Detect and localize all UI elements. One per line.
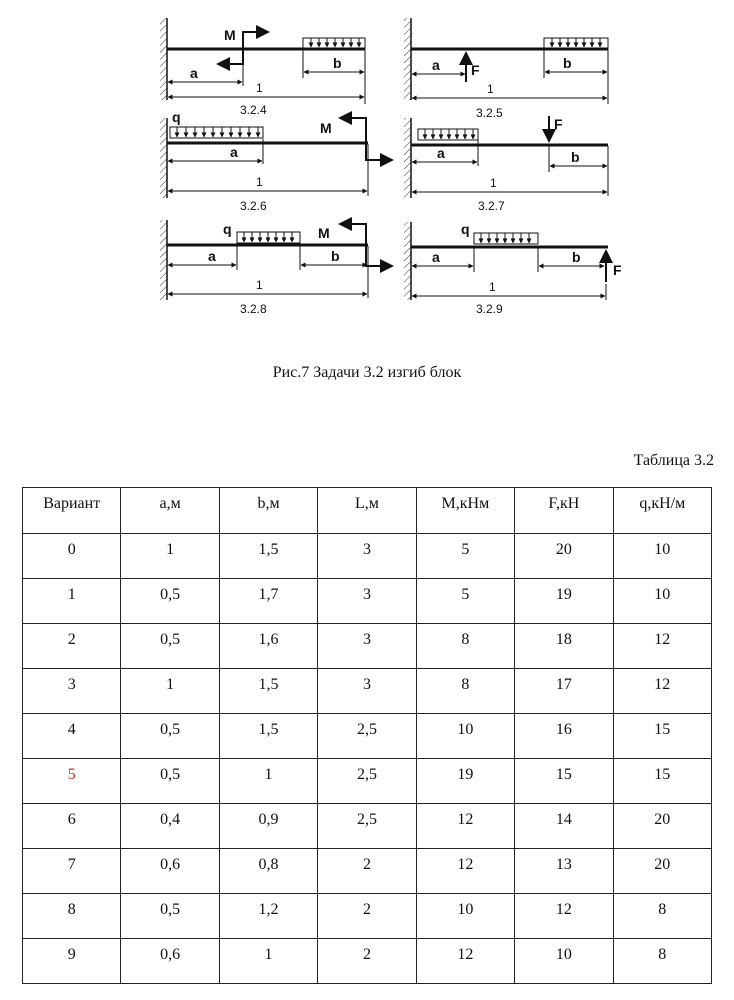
table-header-row (23, 488, 712, 534)
cell-m: 12 (416, 849, 514, 894)
dim-b-label: b (571, 149, 580, 165)
moment-label: M (224, 27, 236, 43)
variants-table (22, 487, 712, 984)
cell-a: 0,5 (121, 624, 219, 669)
cell-b: 1 (219, 939, 317, 984)
cell-a: 1 (121, 669, 219, 714)
cell-b: 1,5 (219, 714, 317, 759)
header-b: b,м (219, 488, 317, 534)
cell-variant: 6 (23, 804, 121, 849)
force-label: F (554, 116, 563, 132)
cell-l: 3 (318, 624, 416, 669)
cell-q: 8 (613, 939, 711, 984)
cell-f: 12 (515, 894, 613, 939)
cell-b: 1,7 (219, 579, 317, 624)
cell-l: 2 (318, 939, 416, 984)
cell-q: 20 (613, 849, 711, 894)
diagram-3-2-7 (404, 116, 608, 213)
dim-l-label: 1 (490, 176, 497, 190)
dim-a-label: a (432, 249, 440, 265)
cell-l: 2,5 (318, 714, 416, 759)
diagram-id-label: 3.2.9 (476, 302, 503, 316)
cell-l: 2,5 (318, 804, 416, 849)
load-q-label: q (461, 221, 470, 237)
cell-variant: 7 (23, 849, 121, 894)
force-label: F (613, 262, 622, 278)
diagram-3-2-4 (160, 18, 365, 117)
table-row (23, 714, 712, 759)
diagram-3-2-9 (404, 221, 622, 316)
header-f: F,кН (515, 488, 613, 534)
cell-b: 0,9 (219, 804, 317, 849)
cell-m: 8 (416, 624, 514, 669)
header-q: q,кН/м (613, 488, 711, 534)
cell-l: 3 (318, 669, 416, 714)
table-body (23, 534, 712, 984)
cell-b: 1,6 (219, 624, 317, 669)
cell-l: 3 (318, 579, 416, 624)
dim-l-label: 1 (256, 81, 263, 95)
cell-q: 10 (613, 534, 711, 579)
header-l: L,м (318, 488, 416, 534)
table-row (23, 894, 712, 939)
cell-b: 0,8 (219, 849, 317, 894)
cell-f: 18 (515, 624, 613, 669)
cell-m: 5 (416, 579, 514, 624)
cell-a: 0,5 (121, 759, 219, 804)
cell-a: 0,4 (121, 804, 219, 849)
cell-l: 2,5 (318, 759, 416, 804)
cell-b: 1 (219, 759, 317, 804)
cell-f: 13 (515, 849, 613, 894)
cell-b: 1,5 (219, 534, 317, 579)
figure-caption: Рис.7 Задачи 3.2 изгиб блок (272, 364, 462, 381)
dim-a-label: a (208, 248, 216, 264)
cell-variant: 0 (23, 534, 121, 579)
cell-a: 1 (121, 534, 219, 579)
table-row (23, 624, 712, 669)
cell-m: 5 (416, 534, 514, 579)
diagram-id-label: 3.2.4 (240, 103, 267, 117)
cell-variant: 4 (23, 714, 121, 759)
cell-b: 1,5 (219, 669, 317, 714)
dim-a-label: a (437, 145, 445, 161)
cell-m: 10 (416, 714, 514, 759)
table-row (23, 669, 712, 714)
cell-variant: 2 (23, 624, 121, 669)
table-row (23, 939, 712, 984)
load-q-label: q (172, 109, 181, 125)
diagram-id-label: 3.2.5 (476, 106, 503, 120)
cell-f: 17 (515, 669, 613, 714)
cell-q: 8 (613, 894, 711, 939)
diagram-id-label: 3.2.6 (240, 199, 267, 213)
beam-diagrams-figure (0, 0, 734, 345)
dim-l-label: 1 (489, 280, 496, 294)
cell-a: 0,6 (121, 939, 219, 984)
cell-l: 2 (318, 849, 416, 894)
cell-f: 14 (515, 804, 613, 849)
cell-a: 0,5 (121, 714, 219, 759)
dim-l-label: 1 (487, 82, 494, 96)
cell-a: 0,6 (121, 849, 219, 894)
cell-q: 12 (613, 669, 711, 714)
cell-q: 10 (613, 579, 711, 624)
table-row (23, 804, 712, 849)
cell-q: 15 (613, 759, 711, 804)
cell-a: 0,5 (121, 579, 219, 624)
cell-variant: 5 (23, 759, 121, 804)
table-title: Таблица 3.2 (633, 452, 714, 469)
diagram-id-label: 3.2.7 (478, 199, 505, 213)
cell-f: 10 (515, 939, 613, 984)
cell-a: 0,5 (121, 894, 219, 939)
dim-a-label: a (230, 144, 238, 160)
table-row (23, 579, 712, 624)
dim-a-label: a (432, 57, 440, 73)
dim-b-label: b (572, 249, 581, 265)
cell-f: 16 (515, 714, 613, 759)
dim-a-label: a (190, 65, 198, 81)
diagram-3-2-8 (160, 220, 392, 316)
table-row (23, 534, 712, 579)
table-row (23, 849, 712, 894)
header-variant: Вариант (23, 488, 121, 534)
cell-variant: 8 (23, 894, 121, 939)
dim-l-label: 1 (256, 278, 263, 292)
dim-b-label: b (563, 55, 572, 71)
cell-m: 10 (416, 894, 514, 939)
cell-m: 19 (416, 759, 514, 804)
cell-l: 2 (318, 894, 416, 939)
cell-b: 1,2 (219, 894, 317, 939)
table-row (23, 759, 712, 804)
cell-q: 20 (613, 804, 711, 849)
cell-f: 20 (515, 534, 613, 579)
cell-variant: 3 (23, 669, 121, 714)
dim-b-label: b (333, 55, 342, 71)
cell-l: 3 (318, 534, 416, 579)
moment-label: M (320, 120, 332, 136)
header-a: a,м (121, 488, 219, 534)
load-q-label: q (223, 221, 232, 237)
cell-m: 12 (416, 939, 514, 984)
diagram-id-label: 3.2.8 (240, 302, 267, 316)
force-label: F (471, 62, 480, 78)
cell-f: 19 (515, 579, 613, 624)
dim-b-label: b (331, 248, 340, 264)
dim-l-label: 1 (256, 175, 263, 189)
cell-q: 12 (613, 624, 711, 669)
header-m: M,кНм (416, 488, 514, 534)
cell-variant: 9 (23, 939, 121, 984)
cell-q: 15 (613, 714, 711, 759)
cell-m: 8 (416, 669, 514, 714)
cell-variant: 1 (23, 579, 121, 624)
diagram-3-2-6 (160, 109, 392, 213)
cell-f: 15 (515, 759, 613, 804)
cell-m: 12 (416, 804, 514, 849)
diagram-3-2-5 (404, 18, 608, 120)
moment-label: M (318, 225, 330, 241)
